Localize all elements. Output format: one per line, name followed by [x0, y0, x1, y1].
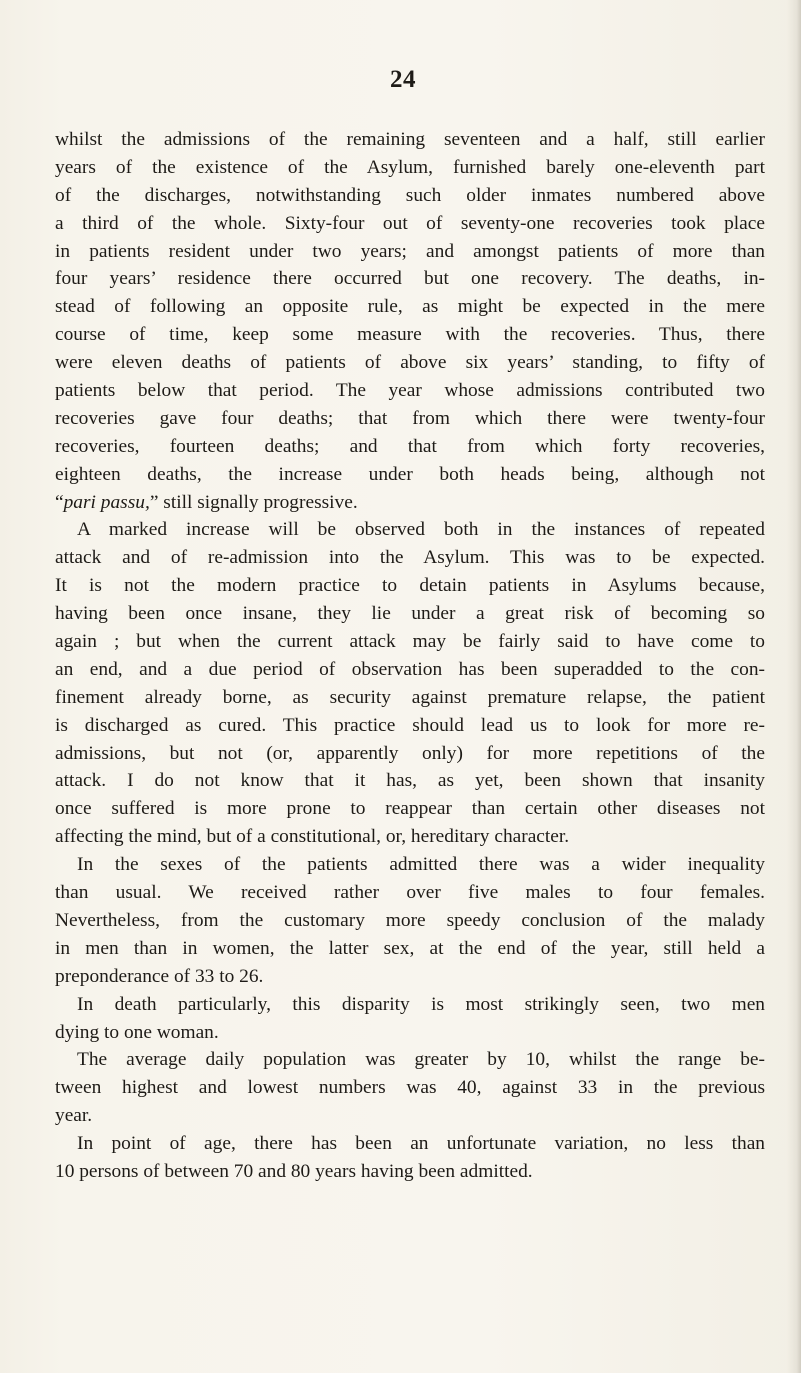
text-line: again ; but when the current attack may be fairly said to have come to [55, 631, 765, 653]
text-line: years of the existence of the Asylum, furnished barely one-eleventh part [55, 156, 765, 178]
text-line: in men than in women, the latter sex, at the end of the year, still held a [55, 937, 765, 959]
paragraph-start-line: In the sexes of the patients admitted there was a wider inequality [77, 854, 765, 876]
text-line: having been once insane, they lie under a great risk of becoming so [55, 603, 765, 625]
text-line: patients below that period. The year whose admissions contributed two [55, 380, 765, 402]
text-line: dying to one woman. [55, 1021, 219, 1043]
text-line-italic-phrase [55, 489, 765, 517]
text-line: tween highest and lowest numbers was 40, against 33 in the previous [55, 1077, 765, 1099]
paragraph-start-line: A marked increase will be observed both in the instances of repeated [77, 519, 765, 541]
body-text [55, 126, 765, 1186]
paragraph-start-line: In death particularly, this disparity is most strikingly seen, two men [77, 993, 765, 1015]
text-line: four years’ residence there occurred but one recovery. The deaths, in- [55, 268, 765, 290]
text-line: Nevertheless, from the customary more speedy conclusion of the malady [55, 909, 765, 931]
text-line: recoveries, fourteen deaths; and that from which forty recoveries, [55, 435, 765, 457]
quote-open: “ [55, 491, 64, 513]
text-line: whilst the admissions of the remaining seventeen and a half, still earlier [55, 129, 765, 150]
text-line: a third of the whole. Sixty-four out of seventy-one recoveries took place [55, 212, 765, 234]
text-line: than usual. We received rather over five males to four females. [55, 882, 765, 904]
text-line: is discharged as cured. This practice should lead us to look for more re- [55, 714, 765, 736]
text-line: admissions, but not (or, apparently only) for more repetitions of the [55, 742, 765, 764]
text-line: It is not the modern practice to detain patients in Asylums because, [55, 575, 765, 597]
text-line: attack. I do not know that it has, as yet, been shown that insanity [55, 770, 765, 792]
page-edge-shadow [787, 0, 801, 1373]
paragraph-start-line: The average daily population was greater by 10, whilst the range be- [77, 1049, 765, 1071]
text-line: preponderance of 33 to 26. [55, 965, 264, 987]
text-line: 10 persons of between 70 and 80 years having been admitted. [55, 1160, 533, 1182]
text-line: once suffered is more prone to reappear than certain other diseases not [55, 798, 765, 820]
text-line: affecting the mind, but of a constitutional, or, hereditary character. [55, 826, 570, 848]
text-line: year. [55, 1105, 93, 1127]
text-line: finement already borne, as security against premature relapse, the patient [55, 686, 765, 708]
page-number: 24 [390, 66, 416, 93]
text-line: attack and of re-admission into the Asylum. This was to be expected. [55, 547, 765, 569]
text-line: an end, and a due period of observation has been superadded to the con- [55, 658, 765, 680]
quote-close-rest: ” still signally progressive. [149, 491, 358, 513]
latin-phrase: pari passu, [63, 491, 150, 513]
text-line: of the discharges, notwithstanding such older inmates numbered above [55, 184, 765, 206]
text-line: were eleven deaths of patients of above six years’ standing, to fifty of [55, 352, 765, 374]
text-line: course of time, keep some measure with the recoveries. Thus, there [55, 324, 765, 346]
paragraph-start-line: In point of age, there has been an unfortunate variation, no less than [77, 1133, 765, 1155]
text-line: eighteen deaths, the increase under both heads being, although not [55, 463, 765, 485]
text-line: in patients resident under two years; and amongst patients of more than [55, 240, 765, 262]
text-line: stead of following an opposite rule, as might be expected in the mere [55, 296, 765, 318]
text-line: recoveries gave four deaths; that from which there were twenty-four [55, 407, 765, 429]
